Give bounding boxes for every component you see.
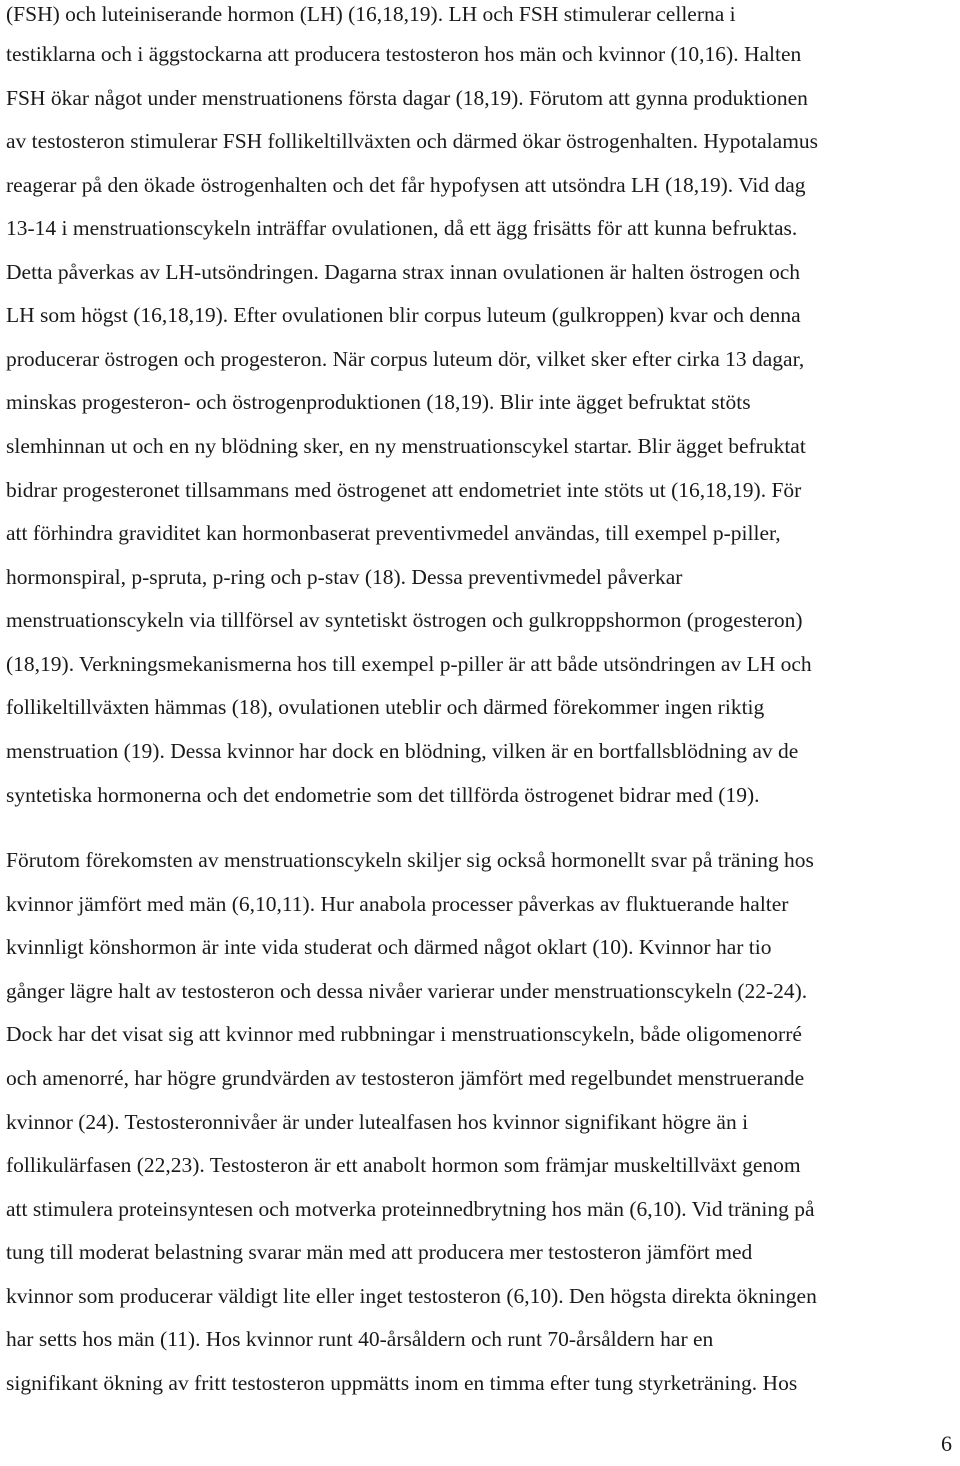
- text-line: LH som högst (16,18,19). Efter ovulationen blir corpus luteum (gulkroppen) kvar och denna: [6, 303, 801, 327]
- text-line: gånger lägre halt av testosteron och dessa nivåer varierar under menstruationscykeln (22-24).: [6, 979, 808, 1003]
- text-line: kvinnligt könshormon är inte vida studerat och därmed något oklart (10). Kvinnor har tio: [6, 935, 772, 959]
- text-line: kvinnor (24). Testosteronnivåer är under lutealfasen hos kvinnor signifikant högre än i: [6, 1110, 749, 1134]
- text-line: kvinnor som producerar väldigt lite eller inget testosteron (6,10). Den högsta direkta ökningen: [6, 1284, 817, 1308]
- text-line: och amenorré, har högre grundvärden av testosteron jämfört med regelbundet menstruerande: [6, 1066, 805, 1090]
- text-line: (18,19). Verkningsmekanismerna hos till exempel p-piller är att både utsöndringen av LH och: [6, 652, 812, 676]
- text-line: Förutom förekomsten av menstruationscykeln skiljer sig också hormonellt svar på träning hos: [6, 848, 814, 872]
- text-line: menstruationscykeln via tillförsel av syntetiskt östrogen och gulkroppshormon (progesteron): [6, 608, 803, 632]
- text-line: FSH ökar något under menstruationens första dagar (18,19). Förutom att gynna produktionen: [6, 86, 808, 110]
- text-line: producerar östrogen och progesteron. När corpus luteum dör, vilket sker efter cirka 13 dagar,: [6, 347, 805, 371]
- text-line: (FSH) och luteiniserande hormon (LH) (16,18,19). LH och FSH stimulerar cellerna i: [6, 2, 736, 26]
- page-number: 6: [941, 1431, 952, 1456]
- text-line: follikeltillväxten hämmas (18), ovulationen uteblir och därmed förekommer ingen riktig: [6, 695, 765, 719]
- text-line: Detta påverkas av LH-utsöndringen. Dagarna strax innan ovulationen är halten östrogen och: [6, 260, 801, 284]
- text-line: har setts hos män (11). Hos kvinnor runt 40-årsåldern och runt 70-årsåldern har en: [6, 1327, 714, 1351]
- text-line: att stimulera proteinsyntesen och motverka proteinnedbrytning hos män (6,10). Vid träning på: [6, 1197, 815, 1221]
- text-line: signifikant ökning av fritt testosteron uppmätts inom en timma efter tung styrketräning. Hos: [6, 1371, 798, 1395]
- text-line: reagerar på den ökade östrogenhalten och det får hypofysen att utsöndra LH (18,19). Vid dag: [6, 173, 806, 197]
- text-line: testiklarna och i äggstockarna att producera testosteron hos män och kvinnor (10,16). Halten: [6, 42, 802, 66]
- text-line: minskas progesteron- och östrogenproduktionen (18,19). Blir inte ägget befruktat stöts: [6, 390, 751, 414]
- text-line: follikulärfasen (22,23). Testosteron är ett anabolt hormon som främjar muskeltillväxt genom: [6, 1153, 801, 1177]
- text-line: tung till moderat belastning svarar män med att producera mer testosteron jämfört med: [6, 1240, 753, 1264]
- text-line: bidrar progesteronet tillsammans med östrogenet att endometriet inte stöts ut (16,18,19). För: [6, 478, 802, 502]
- text-line: syntetiska hormonerna och det endometrie som det tillförda östrogenet bidrar med (19).: [6, 783, 760, 807]
- text-line: 13-14 i menstruationscykeln inträffar ovulationen, då ett ägg frisätts för att kunna befruktas.: [6, 216, 798, 240]
- text-line: Dock har det visat sig att kvinnor med rubbningar i menstruationscykeln, både oligomenorré: [6, 1022, 802, 1046]
- text-line: hormonspiral, p-spruta, p-ring och p-stav (18). Dessa preventivmedel påverkar: [6, 565, 683, 589]
- text-line: slemhinnan ut och en ny blödning sker, en ny menstruationscykel startar. Blir ägget befruktat: [6, 434, 806, 458]
- text-line: kvinnor jämfört med män (6,10,11). Hur anabola processer påverkas av fluktuerande halter: [6, 892, 789, 916]
- text-line: av testosteron stimulerar FSH follikeltillväxten och därmed ökar östrogenhalten. Hypotalamus: [6, 129, 819, 153]
- text-line: att förhindra graviditet kan hormonbaserat preventivmedel användas, till exempel p-piller,: [6, 521, 781, 545]
- text-line: menstruation (19). Dessa kvinnor har dock en blödning, vilken är en bortfallsblödning av de: [6, 739, 799, 763]
